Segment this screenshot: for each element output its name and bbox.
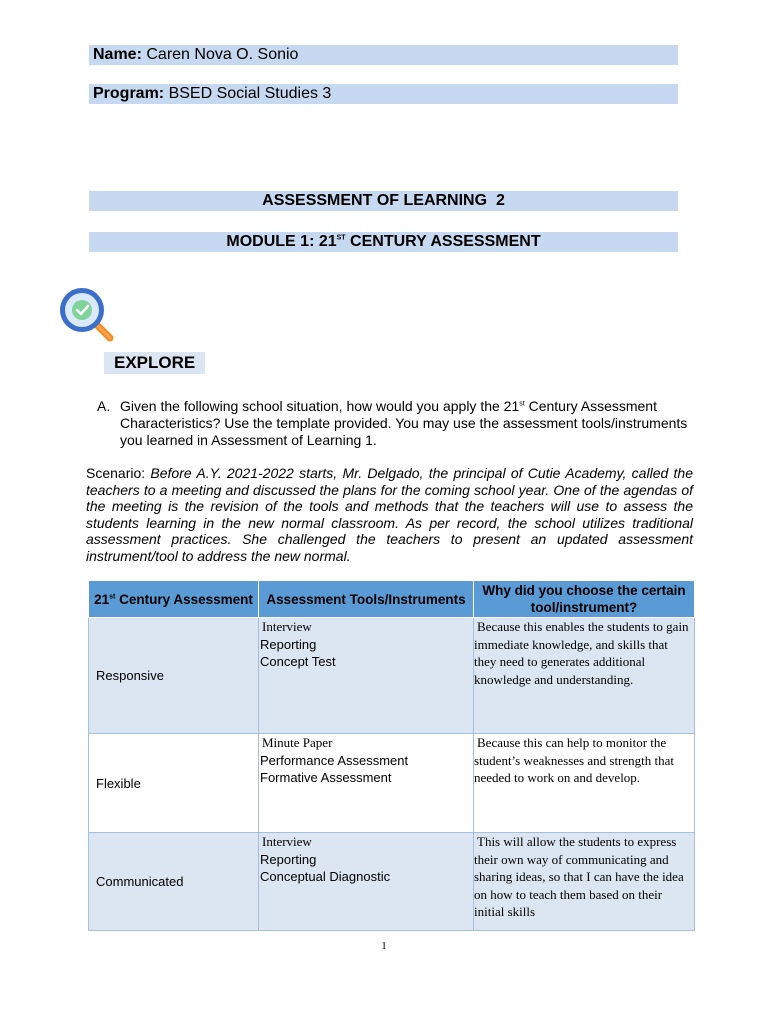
tool-item: Concept Test bbox=[260, 654, 336, 669]
tool-item: Interview bbox=[262, 619, 312, 634]
name-label: Name: bbox=[93, 46, 142, 63]
magnifier-check-icon bbox=[56, 284, 118, 346]
instruction-text bbox=[120, 398, 712, 449]
header-reason: Why did you choose the certain tool/instrument? bbox=[474, 581, 695, 618]
name-value: Caren Nova O. Sonio bbox=[146, 46, 299, 63]
assessment-table bbox=[88, 580, 695, 931]
table-row bbox=[89, 833, 695, 931]
name-field bbox=[89, 45, 678, 65]
tool-item: Reporting bbox=[260, 851, 317, 867]
table-row bbox=[89, 734, 695, 833]
tools-cell bbox=[259, 833, 474, 931]
instruction-text-end: Century Assessment Characteristics? Use the template provided. You may use the assessment tools/instruments you learned in Assessment of Learning 1. bbox=[120, 398, 688, 448]
tool-item: Interview bbox=[262, 834, 312, 849]
module-prefix: MODULE 1: 21 bbox=[226, 233, 337, 250]
tool-item: Performance Assessment bbox=[260, 752, 409, 768]
table-row bbox=[89, 618, 695, 734]
header-century-suffix: Century Assessment bbox=[115, 591, 253, 607]
header-century-prefix: 21 bbox=[94, 591, 110, 607]
reason-cell bbox=[474, 833, 695, 931]
instruction-sup: st bbox=[519, 400, 525, 408]
course-title-text: ASSESSMENT OF LEARNING 2 bbox=[262, 192, 505, 209]
reason-cell bbox=[474, 734, 695, 833]
tool-item: Formative Assessment bbox=[260, 770, 392, 785]
scenario-paragraph bbox=[86, 465, 693, 565]
reason-text: Because this can help to monitor the student’s weaknesses and strength that needed to work on and develop. bbox=[474, 735, 675, 785]
program-field bbox=[89, 84, 678, 104]
module-title bbox=[89, 232, 678, 252]
tool-item: Reporting bbox=[260, 636, 317, 652]
header-century bbox=[89, 581, 259, 618]
tools-cell bbox=[259, 618, 474, 734]
header-century-sup: st bbox=[109, 593, 116, 600]
scenario-text: Before A.Y. 2021-2022 starts, Mr. Delgado, the principal of Cutie Academy, called the teachers to a meeting and discussed the plans for the coming school year. One of the agendas of the meeting is the revision of the tools and methods that the teachers will use to assess the students learning in the new normal classroom. As per record, the school utilizes traditional assessment practices. She challenged the teachers to present an updated assessment instrument/tool to address the new normal. bbox=[86, 465, 693, 564]
tool-item: Conceptual Diagnostic bbox=[260, 869, 391, 884]
instruction-item bbox=[97, 398, 712, 449]
module-suffix: CENTURY ASSESSMENT bbox=[345, 233, 541, 250]
reason-text: Because this enables the students to gain immediate knowledge, and skills that they need to generates additional knowledge and understanding. bbox=[474, 619, 689, 687]
criterion-cell: Flexible bbox=[89, 734, 259, 833]
program-value: BSED Social Studies 3 bbox=[168, 85, 332, 102]
reason-text: This will allow the students to express their own way of communicating and sharing ideas, so that I can have the idea on how to teach them based on their initial skills bbox=[474, 834, 684, 919]
header-tools: Assessment Tools/Instruments bbox=[259, 581, 474, 618]
tools-cell bbox=[259, 734, 474, 833]
module-sup: ST bbox=[336, 234, 346, 242]
criterion-cell: Communicated bbox=[89, 833, 259, 931]
tool-item: Minute Paper bbox=[262, 735, 333, 750]
instruction-marker: A. bbox=[97, 398, 111, 414]
course-title bbox=[89, 191, 678, 211]
reason-cell bbox=[474, 618, 695, 734]
explore-heading: EXPLORE bbox=[104, 352, 205, 374]
criterion-cell: Responsive bbox=[89, 618, 259, 734]
page-number: 1 bbox=[381, 940, 387, 952]
program-label: Program: bbox=[93, 85, 165, 102]
instruction-text-start: Given the following school situation, how would you apply the 21 bbox=[120, 398, 520, 414]
scenario-label: Scenario: bbox=[86, 465, 151, 481]
